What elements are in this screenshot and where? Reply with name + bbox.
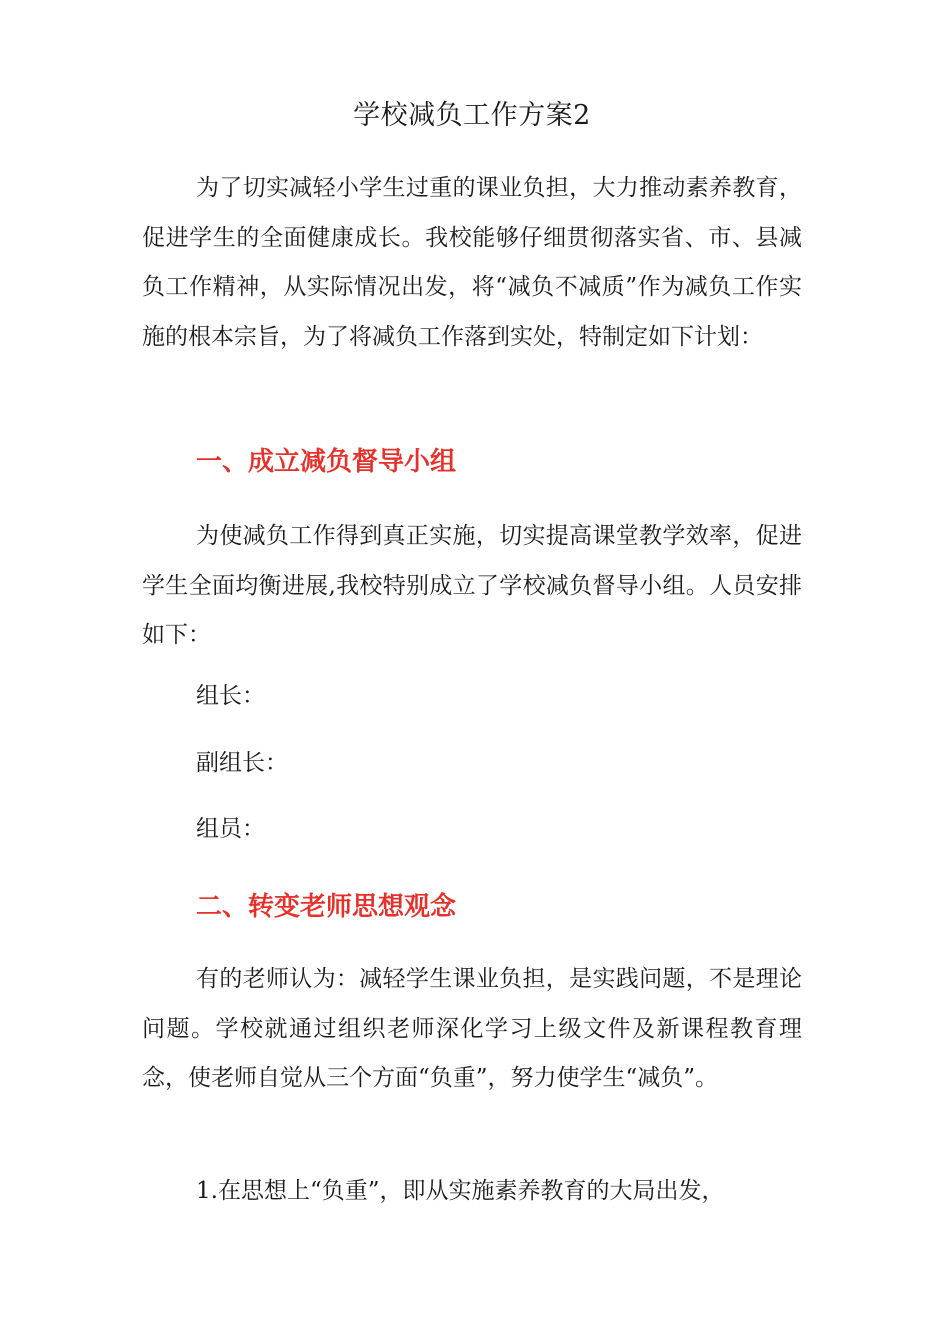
section1-paragraph: 为使减负工作得到真正实施，切实提高课堂教学效率，促进学生全面均衡进展,我校特别成立了学校减负督导小组。人员安排如下： <box>142 523 802 648</box>
section2-item-1: 1.在思想上“负重”，即从实施素养教育的大局出发， <box>196 1178 725 1204</box>
role-leader: 组长： <box>196 683 265 709</box>
section-heading-2: 二、转变老师思想观念 <box>196 892 457 922</box>
intro-paragraph: 为了切实减轻小学生过重的课业负担，大力推动素养教育，促进学生的全面健康成长。我校能够仔细贯彻落实省、市、县减负工作精神，从实际情况出发，将“减负不减质”作为减负工作实施的根本宗旨，为了将减负工作落到实处，特制定如下计划： <box>142 175 802 350</box>
document-title: 学校减负工作方案2 <box>353 100 591 131</box>
role-members: 组员： <box>196 816 265 842</box>
section-heading-1: 一、成立减负督导小组 <box>196 447 457 477</box>
role-deputy-leader: 副组长： <box>196 750 288 776</box>
section2-paragraph: 有的老师认为：减轻学生课业负担，是实践问题，不是理论问题。学校就通过组织老师深化学习上级文件及新课程教育理念，使老师自觉从三个方面“负重”，努力使学生“减负”。 <box>142 966 802 1091</box>
